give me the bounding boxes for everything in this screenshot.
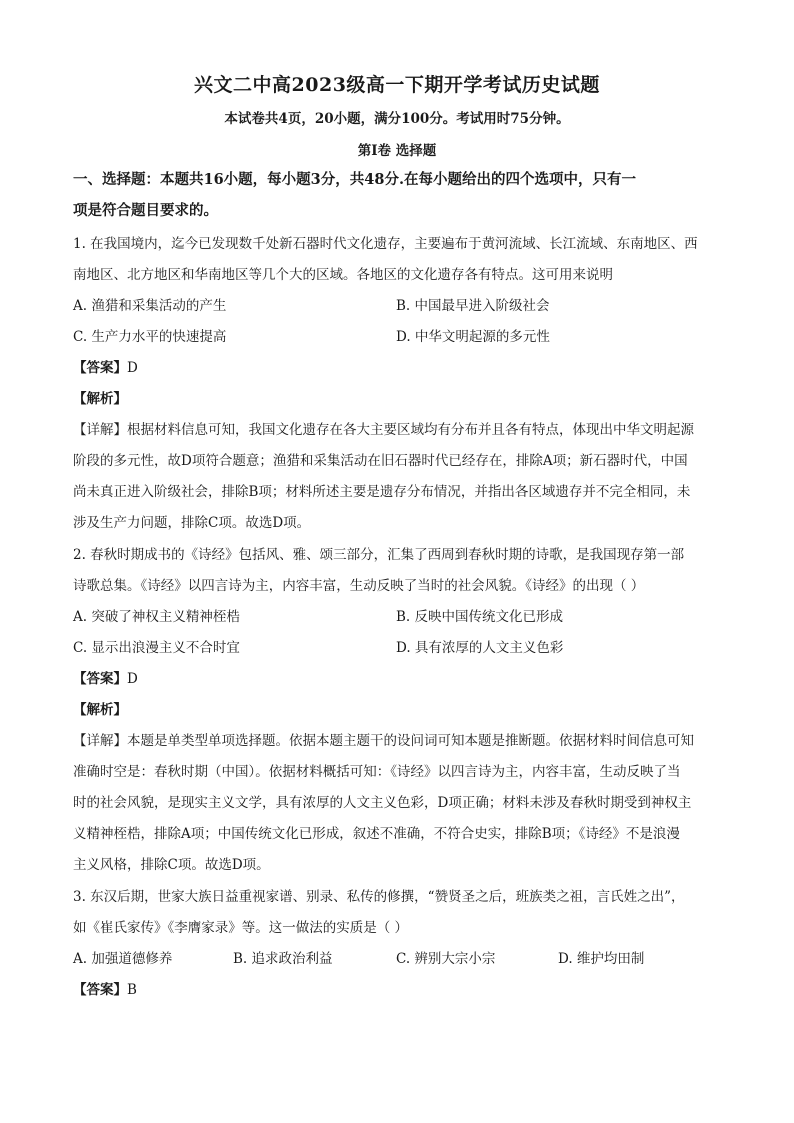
section-instruction-line-2: 项是符合题目要求的。 — [73, 202, 218, 219]
section-instruction-line-1: 一、选择题：本题共16小题，每小题3分，共48分.在每小题给出的四个选项中，只有一 — [73, 171, 636, 188]
q2-option-d: D. 具有浓厚的人文主义色彩 — [396, 640, 564, 656]
q2-analysis — [73, 701, 127, 719]
q2-answer-value: D — [127, 671, 138, 687]
q1-detail-line-4: 涉及生产力问题，排除C项。故选D项。 — [73, 515, 311, 531]
q1-answer-value: D — [127, 360, 138, 376]
q1-detail-line-3: 尚未真正进入阶级社会，排除B项；材料所述主要是遗存分布情况，并指出各区域遗存并不完全相同，未 — [73, 484, 691, 500]
q1-analysis-label: 【解析】 — [73, 391, 127, 407]
volume-heading: 第Ⅰ卷 选择题 — [357, 143, 437, 159]
q3-option-b: B. 追求政治利益 — [233, 951, 333, 967]
exam-title: 兴文二中高2023级高一下期开学考试历史试题 — [194, 74, 600, 96]
q1-option-c: C. 生产力水平的快速提高 — [73, 329, 227, 345]
q2-detail-line-5: 主义风格，排除C项。故选D项。 — [73, 857, 270, 873]
q2-detail-line-2: 准确时空是：春秋时期（中国）。依据材料概括可知：《诗经》以四言诗为主，内容丰富，生动反映了当 — [73, 764, 681, 780]
q2-option-b: B. 反映中国传统文化已形成 — [396, 609, 564, 625]
q3-stem-line-2: 如《崔氏家传》《李膺家录》等。这一做法的实质是（ ） — [73, 920, 409, 936]
exam-subtitle: 本试卷共4页，20小题，满分100分。考试用时75分钟。 — [224, 111, 570, 127]
q2-detail-line-4: 义精神桎梏，排除A项；中国传统文化已形成，叙述不准确，不符合史实，排除B项；《诗经》不是浪漫 — [73, 826, 680, 842]
q1-stem-line-2: 南地区、北方地区和华南地区等几个大的区域。各地区的文化遗存各有特点。这可用来说明 — [73, 267, 613, 283]
q2-stem-line-1: 2. 春秋时期成书的《诗经》包括风、雅、颂三部分，汇集了西周到春秋时期的诗歌，是我国现存第一部 — [73, 547, 685, 563]
q2-detail-line-3: 时的社会风貌，是现实主义文学，具有浓厚的人文主义色彩，D项正确；材料未涉及春秋时期受到神权主 — [73, 795, 692, 811]
q3-option-c: C. 辨别大宗小宗 — [396, 951, 496, 967]
q1-analysis — [73, 390, 127, 408]
q2-option-a: A. 突破了神权主义精神桎梏 — [73, 609, 240, 625]
q3-stem-line-1: 3. 东汉后期，世家大族日益重视家谱、别录、私传的修撰，“赞贤圣之后，班族类之祖，言氏姓之出”， — [73, 889, 685, 905]
q1-option-b: B. 中国最早进入阶级社会 — [396, 298, 550, 314]
q2-analysis-label: 【解析】 — [73, 702, 127, 718]
q2-detail-line-1: 【详解】本题是单类型单项选择题。依据本题主题干的设问词可知本题是推断题。依据材料时间信息可知 — [73, 733, 694, 749]
q1-option-a: A. 渔猎和采集活动的产生 — [73, 298, 227, 314]
q1-detail-line-1: 【详解】根据材料信息可知，我国文化遗存在各大主要区域均有分布并且各有特点，体现出中华文明起源 — [73, 422, 694, 438]
q3-answer-value: B — [127, 982, 137, 998]
q2-answer-label: 【答案】 — [73, 671, 127, 687]
q1-option-d: D. 中华文明起源的多元性 — [396, 329, 550, 345]
q1-answer — [73, 359, 138, 377]
q1-stem-line-1: 1. 在我国境内，迄今已发现数千处新石器时代文化遗存，主要遍布于黄河流域、长江流域、东南地区、西 — [73, 236, 698, 252]
q3-answer — [73, 981, 137, 999]
q3-option-d: D. 维护均田制 — [558, 951, 645, 967]
q2-option-c: C. 显示出浪漫主义不合时宜 — [73, 640, 240, 656]
q1-detail-line-2: 阶段的多元性，故D项符合题意；渔猎和采集活动在旧石器时代已经存在，排除A项；新石器时代，中国 — [73, 453, 688, 469]
q1-answer-label: 【答案】 — [73, 360, 127, 376]
q2-stem-line-2: 诗歌总集。《诗经》以四言诗为主，内容丰富，生动反映了当时的社会风貌。《诗经》的出现（ ） — [73, 578, 645, 594]
q2-answer — [73, 670, 138, 688]
q3-option-a: A. 加强道德修养 — [73, 951, 173, 967]
q3-answer-label: 【答案】 — [73, 982, 127, 998]
